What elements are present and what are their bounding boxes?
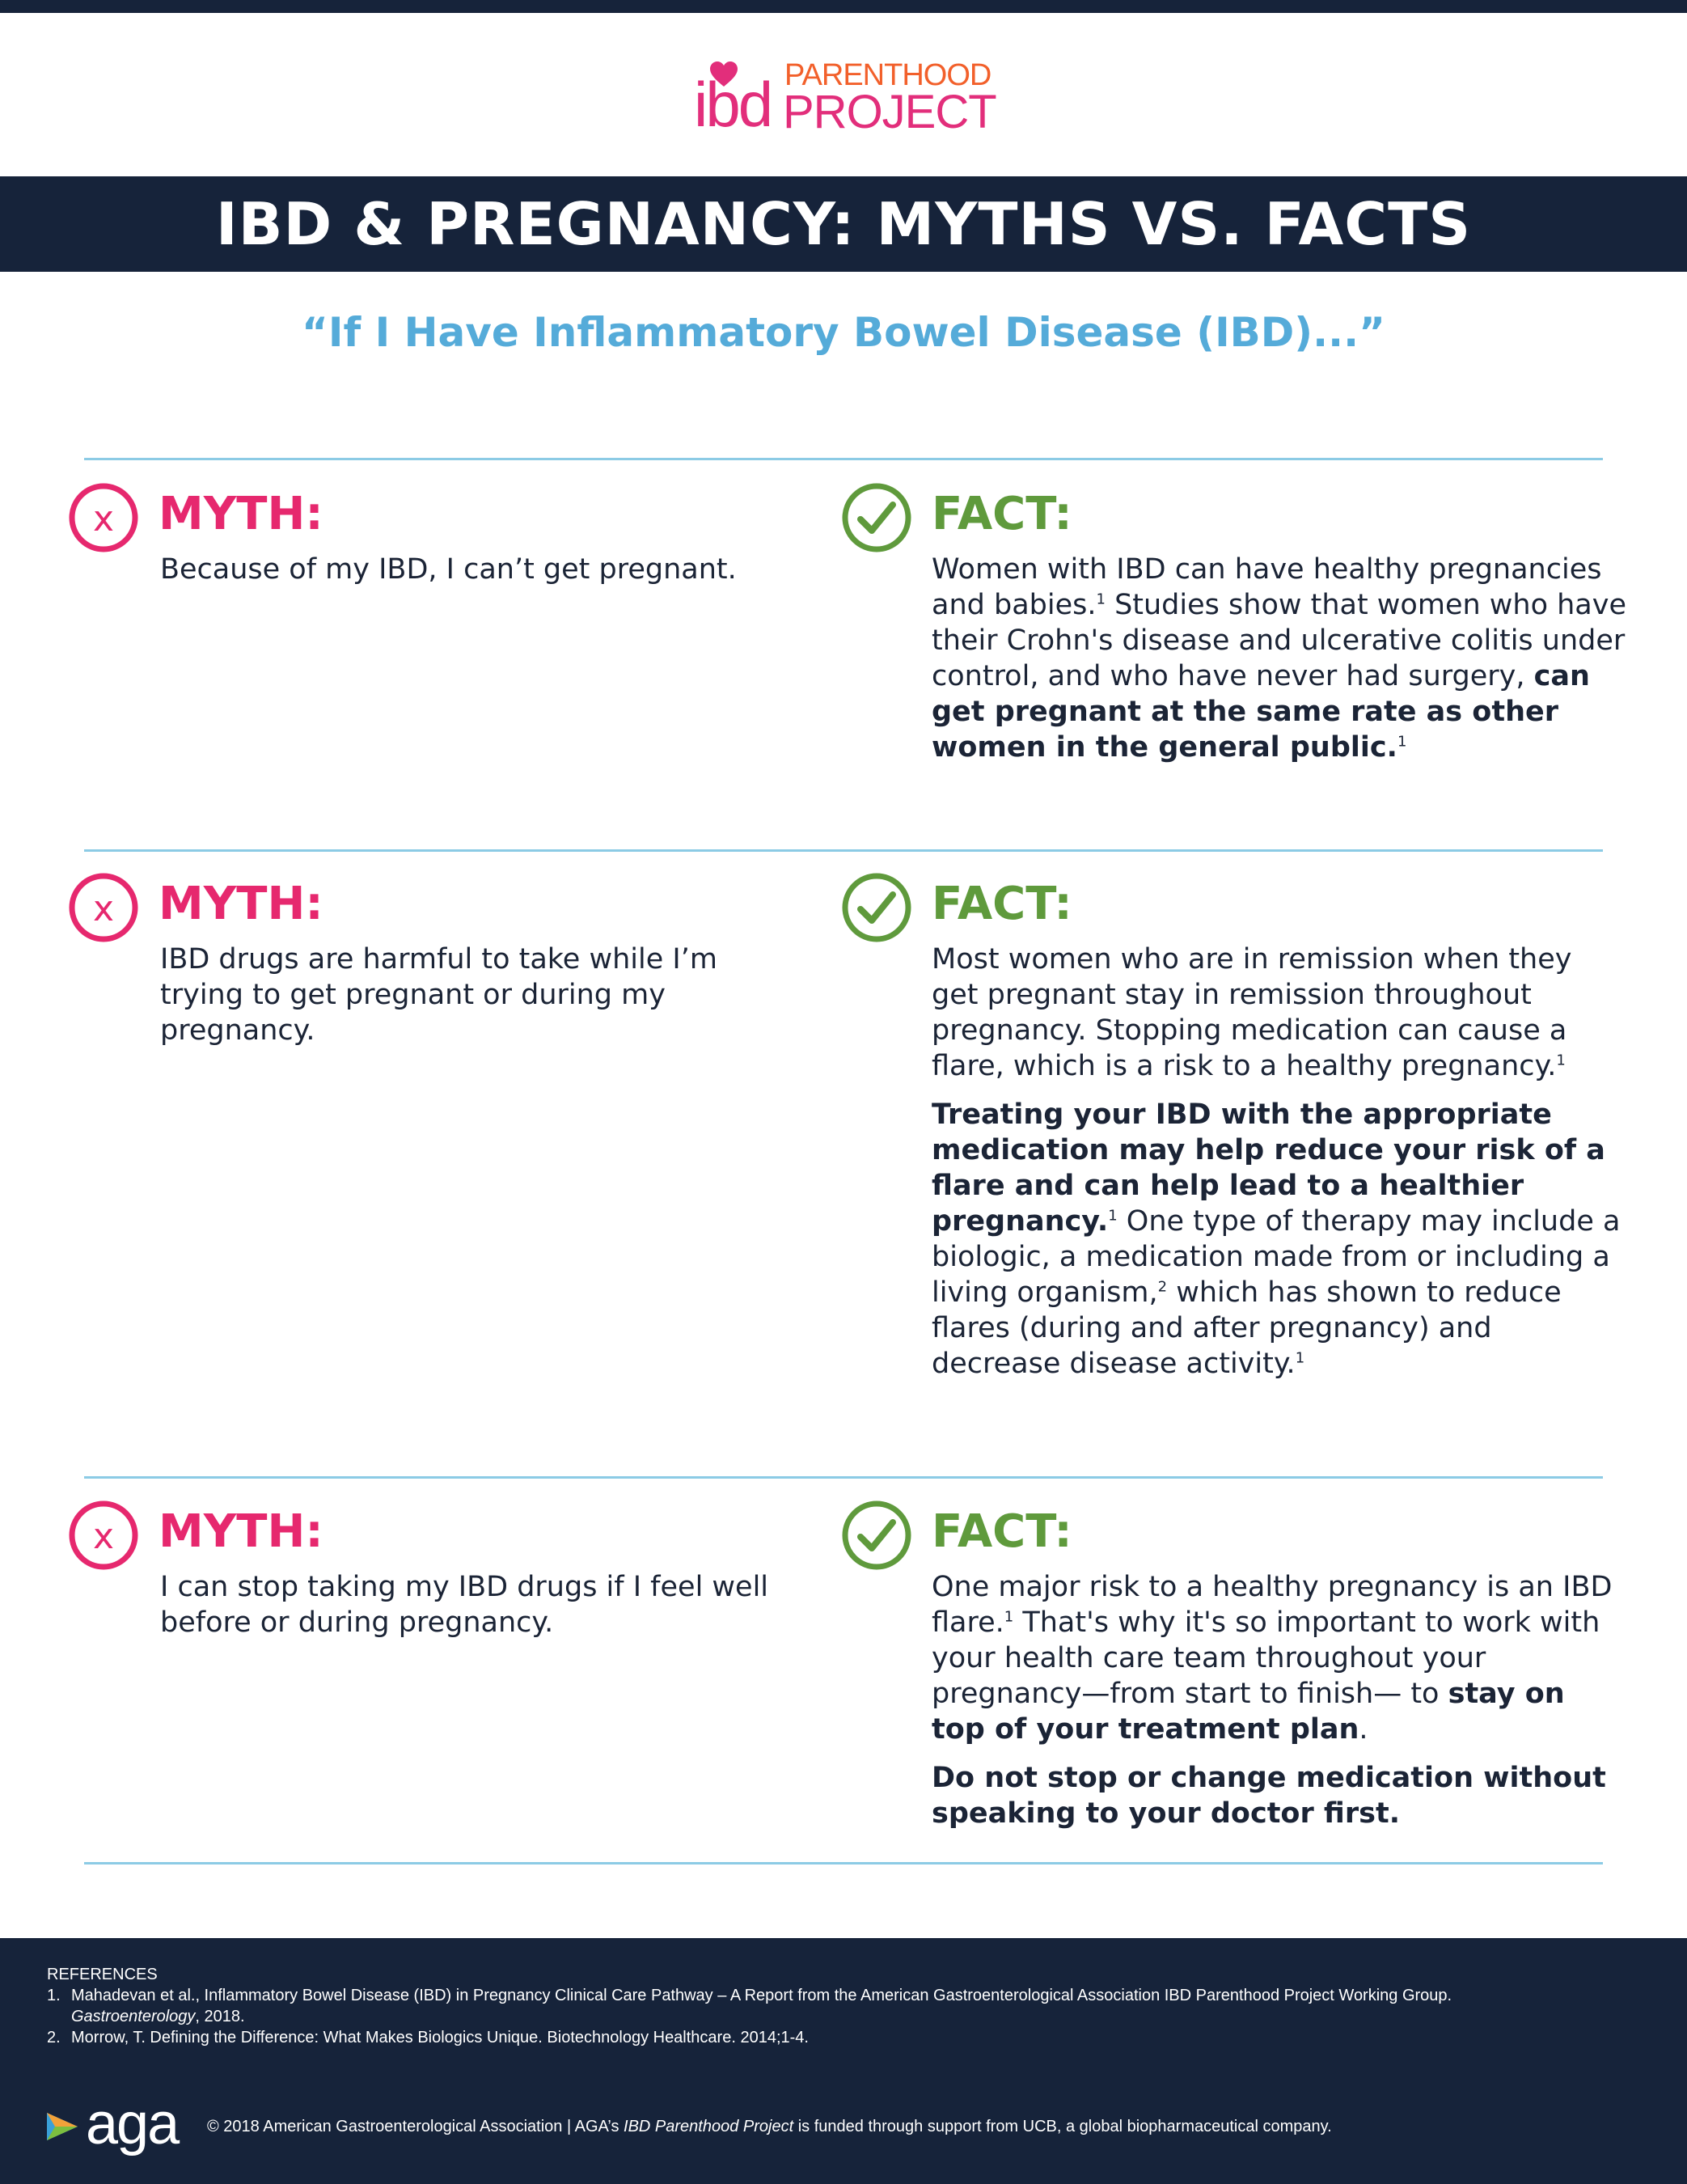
page-subtitle: “If I Have Inflammatory Bowel Disease (IBD)...”: [302, 309, 1385, 356]
x-circle-icon: [68, 482, 139, 553]
fact-label: FACT:: [932, 488, 1072, 540]
svg-text:x: x: [92, 1516, 115, 1557]
copyright-text-run: is funded through support from UCB, a global biopharmaceutical company.: [793, 2118, 1332, 2135]
page-title: IBD & PREGNANCY: MYTHS VS. FACTS: [215, 190, 1472, 258]
myth-label: MYTH:: [159, 878, 323, 930]
svg-text:x: x: [92, 498, 115, 540]
reference-text-run: Mahadevan et al., Inflammatory Bowel Disease (IBD) in Pregnancy Clinical Care Pathway – A Report from the American Gastroenterological Association IBD Parenthood Project Working Group.: [71, 1987, 1452, 2004]
reference-text: [71, 1985, 1583, 2027]
myth-text: I can stop taking my IBD drugs if I feel well before or during pregnancy.: [160, 1571, 769, 1639]
title-bar: [0, 176, 1687, 272]
myth-label: MYTH:: [159, 1505, 323, 1558]
citation-sup: 1: [1004, 1608, 1014, 1626]
logo-project-text: PROJECT: [783, 86, 996, 138]
divider-4: [84, 1862, 1603, 1864]
citation-sup: 1: [1108, 1207, 1118, 1225]
check-circle-icon: [841, 482, 912, 553]
citation-sup: 1: [1397, 733, 1407, 751]
fact-label: FACT:: [932, 1505, 1072, 1558]
reference-item: [47, 2027, 1583, 2048]
check-circle-icon: [841, 872, 912, 943]
reference-text: Morrow, T. Defining the Difference: What Makes Biologics Unique. Biotechnology Healthcare. 2014;1-4.: [71, 2029, 809, 2046]
fact-text-run: Studies show that women who have their Crohn's disease and ulcerative colitis under control, and who have never had surgery,: [932, 589, 1627, 692]
fact-paragraph: [932, 552, 1627, 765]
citation-sup: 2: [1157, 1278, 1168, 1296]
fact-paragraph: [932, 1569, 1627, 1747]
references-heading: REFERENCES: [47, 1966, 158, 1983]
copyright-text-run: © 2018 American Gastroenterological Association | AGA’s: [207, 2118, 624, 2135]
reference-text-run: , 2018.: [195, 2008, 245, 2025]
reference-italic-run: Gastroenterology: [71, 2008, 196, 2025]
x-circle-icon: [68, 872, 139, 943]
fact-text: [932, 552, 1627, 765]
fact-paragraph: [932, 1097, 1627, 1382]
fact-bold-run: stay on top of your treatment plan: [932, 1678, 1565, 1746]
footer: [0, 1938, 1687, 2184]
citation-sup: 1: [1556, 1052, 1566, 1069]
fact-paragraph: [932, 1760, 1627, 1831]
logo-ibd-text: ibd: [694, 69, 772, 140]
fact-label: FACT:: [932, 878, 1072, 930]
fact-text: [932, 942, 1627, 1382]
myth-text: Because of my IBD, I can’t get pregnant.: [160, 553, 737, 586]
fact-text-run: One type of therapy may include a biologic, a medication made from or including a living organism,: [932, 1205, 1621, 1309]
top-strip: [0, 0, 1687, 13]
myth-label: MYTH:: [159, 488, 323, 540]
fact-bold-run: Do not stop or change medication without speaking to your doctor first.: [932, 1762, 1606, 1830]
fact-text: [932, 1569, 1627, 1831]
aga-logo-text: aga: [86, 2092, 179, 2156]
divider-1: [84, 458, 1603, 460]
copyright-italic-run: IBD Parenthood Project: [624, 2118, 794, 2135]
fact-text-run: Most women who are in remission when they get pregnant stay in remission throughout pregnancy. Stopping medication can cause a flare, which is a risk to a healthy pregnancy.: [932, 943, 1572, 1082]
references: [47, 1964, 1583, 2048]
fact-text-run: Women with IBD can have healthy pregnancies and babies.: [932, 553, 1602, 621]
citation-sup: 1: [1096, 590, 1106, 608]
reference-number: 1.: [47, 1987, 61, 2004]
fact-bold-run: Treating your IBD with the appropriate medication may help reduce your risk of a flare and can help lead to a healthier pregnancy.: [932, 1098, 1605, 1238]
fact-text-run: which has shown to reduce flares (during and after pregnancy) and decrease disease activity.: [932, 1276, 1562, 1380]
x-circle-icon: [68, 1500, 139, 1571]
ibd-parenthood-project-logo: [694, 55, 1034, 139]
logo-parenthood-text: PARENTHOOD: [784, 58, 991, 92]
citation-sup: 1: [1295, 1349, 1305, 1367]
myth-text: IBD drugs are harmful to take while I’m trying to get pregnant or during my pregnancy.: [160, 943, 717, 1047]
aga-triangle-icon: [47, 2110, 81, 2144]
fact-paragraph: [932, 942, 1627, 1084]
fact-text-run: One major risk to a healthy pregnancy is an IBD flare.: [932, 1571, 1613, 1639]
aga-logo: [47, 2092, 192, 2156]
fact-text-run: .: [1359, 1713, 1368, 1746]
divider-3: [84, 1476, 1603, 1479]
svg-text:x: x: [92, 888, 115, 929]
check-circle-icon: [841, 1500, 912, 1571]
reference-item: [47, 1985, 1583, 2027]
divider-2: [84, 849, 1603, 852]
fact-bold-run: can get pregnant at the same rate as other women in the general public.: [932, 660, 1590, 764]
copyright-line: [207, 2118, 1332, 2136]
fact-text-run: That's why it's so important to work with your health care team throughout your pregnancy—from start to finish— to: [932, 1606, 1600, 1710]
reference-number: 2.: [47, 2029, 61, 2046]
